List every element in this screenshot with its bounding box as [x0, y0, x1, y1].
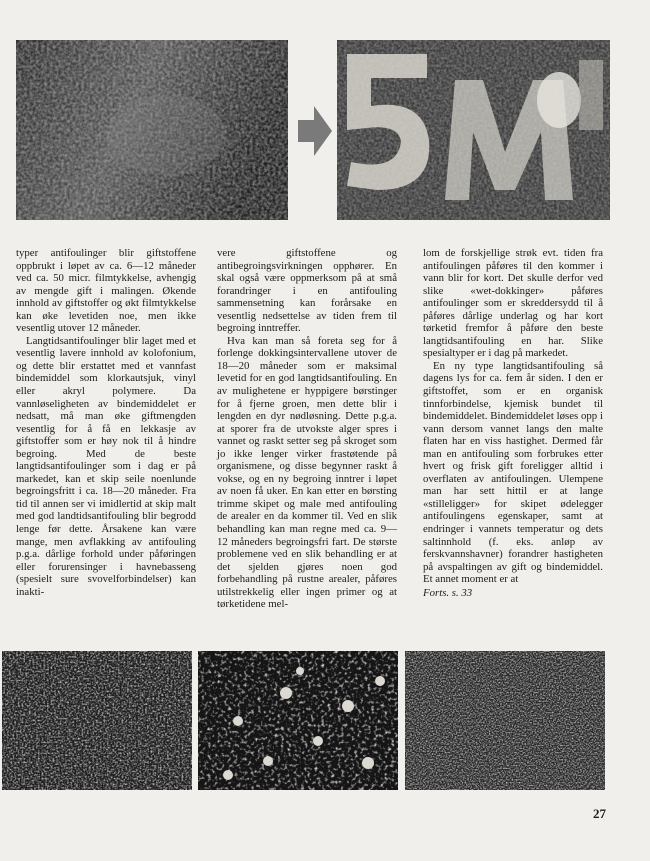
continuation-note: Forts. s. 33: [423, 586, 473, 599]
article-column-3: [423, 247, 603, 599]
paragraph: En ny type langtidsantifouling så dagens lys for ca. fem år siden. I den er giftstoffet, som er en organisk tinnforbindelse, kjemisk bundet til bindemiddelet. Bindemiddelet løses opp i vann dersom vannet langs den malte flaten har en viss hastighet. Dermed får man en antifouling som forbrukes etter hvert og frisk gift foreligger alltid i overflaten av antifoulingen. Ulempene man har sett hittil er at lange «stilleligger» for skipet ødelegger antifoulingens egenskaper, samt at endringer i vannets temperatur og dets saltinnhold (f. eks. anløp av ferskvannshavner) forandrer hastigheten på avspaltingen av gift og bindemiddel. Et annet moment er at: [423, 359, 603, 586]
hull-fouling-photo: [16, 40, 288, 220]
paragraph: Hva kan man så foreta seg for å forlenge dokkingsintervallene utover de 18—20 måneder som er maksimal levetid for en god langtidsantifouling. En av mulighetene er hyppigere børstinger for å fjerne groen, men dette blir i lengden en dyr nødløsning. Dette p.g.a. at sporer fra de utvokste alger spres i vannet og raskt setter seg på skroget som jo ikke lenger virker frastøtende på organismene, og disse begynner raskt å vokse, og en ny begroing inntrer i løpet av noen få uker. En kan etter en børsting trimme skipet og male med antifouling de arealer en da kommer til. Ved en slik behandling kan man regne med ca. 9—12 måneders begroingsfri fart. De største problemene ved en slik behandling er at det sjelden gjøres noen god forbehandling på rustne arealer, påføres utilstrekkelig eller ingen primer og at tørketidene mel-: [217, 334, 397, 611]
right-arrow-icon: [298, 106, 332, 156]
paragraph: typer antifoulinger blir giftstoffene oppbrukt i løpet av ca. 6—12 måneder ved ca. 50 micr. filmtykkelse, avhengig av mengde gift i malingen. Økende innhold av giftstoffer og økt filmtykkelse kan øke levetiden noe, men ikke vesentlig utover 12 måneder.: [16, 247, 196, 335]
barnacle-growth-photo-1: [2, 651, 192, 790]
article-column-1: [16, 247, 196, 598]
article-column-2: [217, 247, 397, 611]
paragraph: lom de forskjellige strøk evt. tiden fra antifoulingen påføres til den kommer i vann blir for kort. Det skulle derfor ved slike «wet-dokkinger» påføres antifoulinger som er skreddersydd til å påføres dårlige underlag og har kort tørketid fremfor å påføre den beste langtidsantifouling en har. Slike spesialtyper er i dag på markedet.: [423, 247, 603, 360]
paragraph: Langtidsantifoulinger blir laget med et vesentlig lavere innhold av kolofonium, og dette blir erstattet med et vannfast bindemiddel som klorkautsjuk, vinyl eller akryl polymere. Da vannløseligheten av bindemiddelet er nedsatt, må man øke giftmengden vesentlig for å få en lekkasje av giftstoffer som er høy nok til å hindre begroing. Med de beste langtidsantifoulinger som i dag er på markedet, kan et skip seile noenlunde begroingsfritt i ca. 18—20 måneder. Fra tid til annen ser vi imidlertid at skip malt med god landtidsantifouling blir begrodd lenge før dette. Årsakene kan være mange, men avflakking av antifouling p.g.a. dårlige forhold under påføringen eller forurensinger i havnebasseng (spesielt sure svovelforbindelser) kan inakti-: [16, 334, 196, 598]
barnacle-growth-photo-3: [405, 651, 605, 790]
hull-marking-photo: [337, 40, 610, 220]
paragraph: vere giftstoffene og antibegroingsvirkningen opphører. En skal også være oppmerksom på at små forandringer i en antifouling sammensetning kan forårsake en vesentlig nedsettelse av tiden frem til begroing inntreffer.: [217, 247, 397, 335]
page-number: 27: [593, 806, 606, 821]
barnacle-growth-photo-2: [198, 651, 398, 790]
